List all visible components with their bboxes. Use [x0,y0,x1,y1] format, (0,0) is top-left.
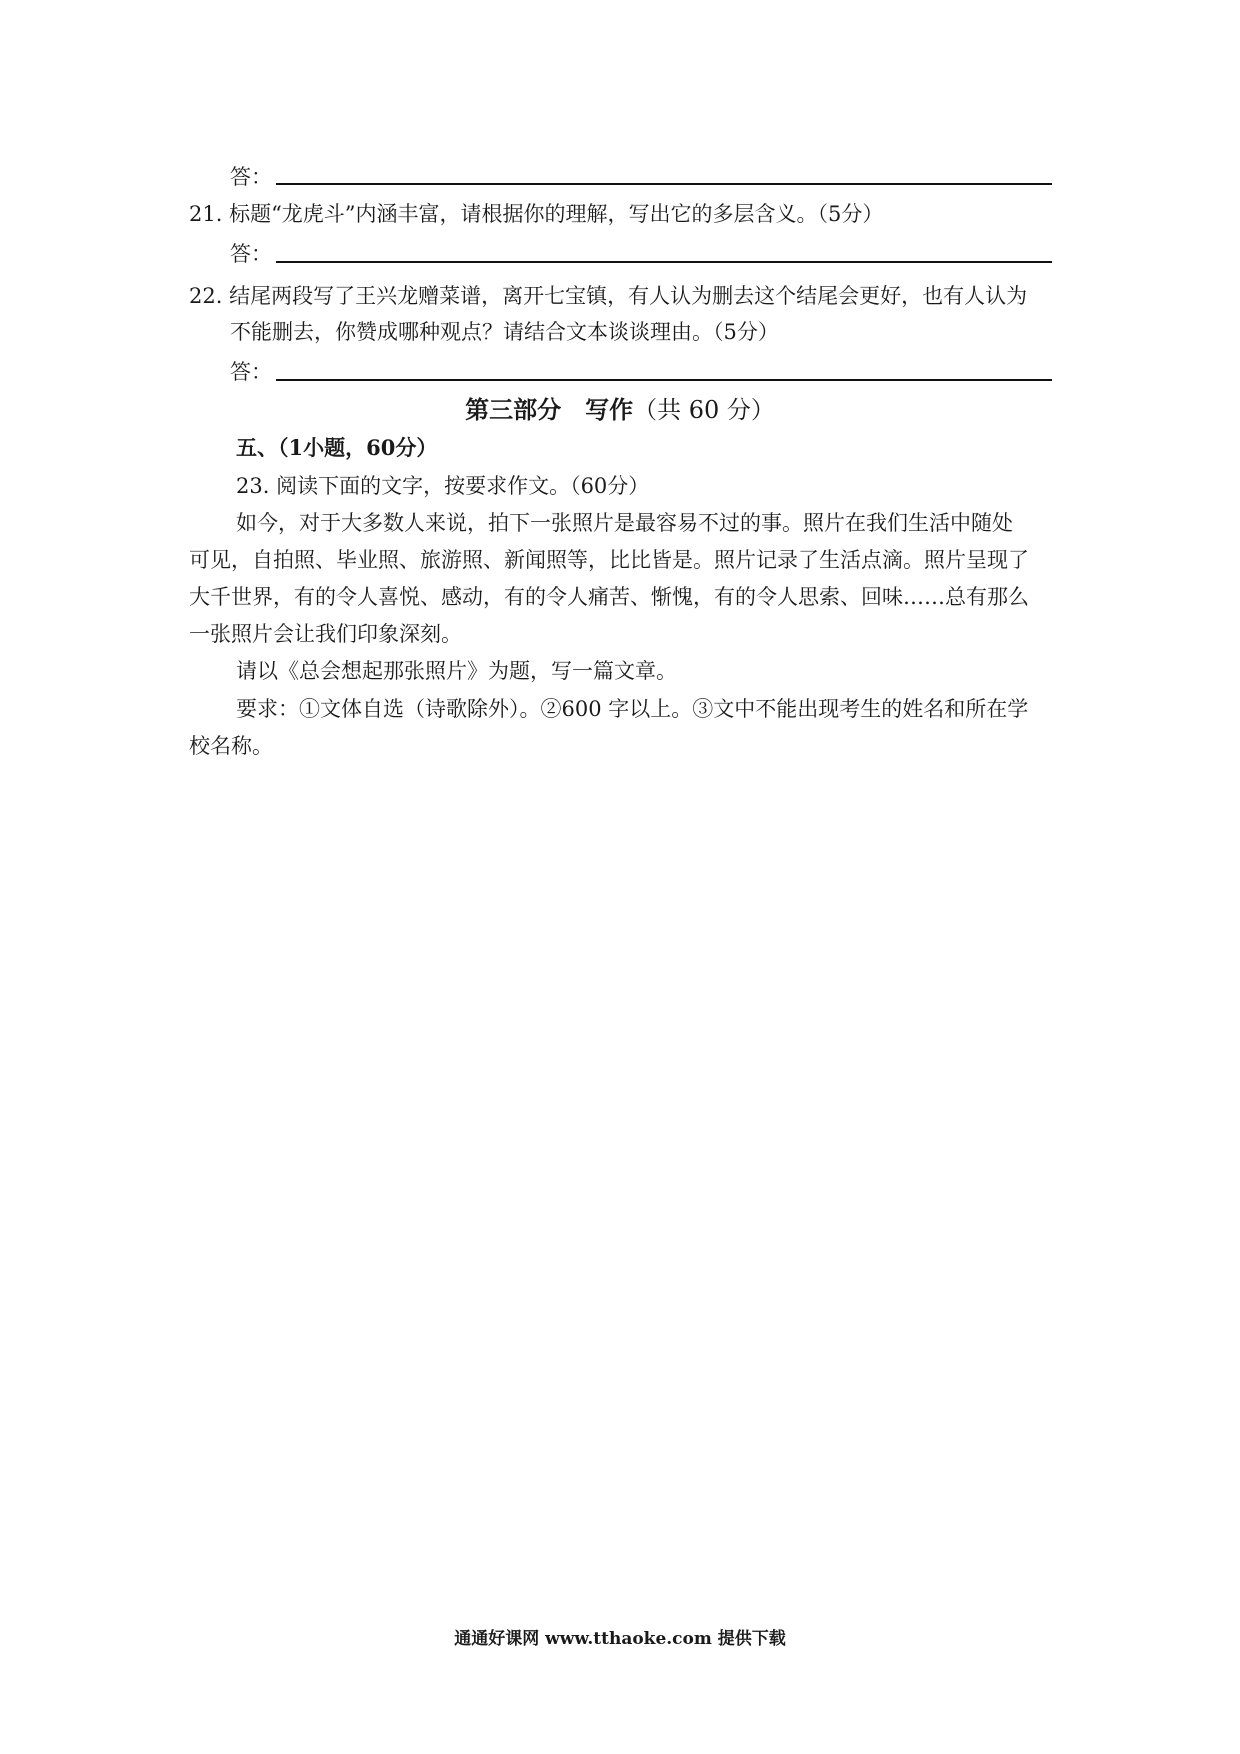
requirements-line1: 要求：①文体自选（诗歌除外）。②600 字以上。③文中不能出现考生的姓名和所在学 [236,697,1029,721]
answer-label: 答： [230,165,272,189]
prompt-paragraph-line: 可见，自拍照、毕业照、旅游照、新闻照等，比比皆是。照片记录了生活点滴。照片呈现了 [189,548,1029,572]
prompt-paragraph-line: 一张照片会让我们印象深刻。 [189,622,462,646]
prompt-paragraph-line: 如今，对于大多数人来说，拍下一张照片是最容易不过的事。照片在我们生活中随处 [236,511,1013,535]
part3-heading [0,395,1240,425]
answer-line[interactable] [276,379,1052,381]
requirements-line2: 校名称。 [189,734,273,758]
question-22-line1: 22. 结尾两段写了王兴龙赠菜谱，离开七宝镇，有人认为删去这个结尾会更好，也有人认为 [189,284,1028,308]
part3-title: 第三部分 写作 [465,395,634,424]
question-21: 21. 标题“龙虎斗”内涵丰富，请根据你的理解，写出它的多层含义。（5分） [189,202,884,226]
section5-label: 五、（1小题，60分） [236,435,438,460]
question-22-line2: 不能删去，你赞成哪种观点？请结合文本谈谈理由。（5分） [230,320,779,344]
part3-score: （共 60 分） [633,396,775,424]
essay-title-instruction: 请以《总会想起那张照片》为题，写一篇文章。 [236,659,677,683]
footer-watermark: 通通好课网 www.tthaoke.com 提供下载 [454,1629,786,1649]
answer-label: 答： [230,360,272,384]
answer-line[interactable] [276,261,1052,263]
prompt-paragraph-line: 大千世界，有的令人喜悦、感动，有的令人痛苦、惭愧，有的令人思索、回味……总有那么 [189,585,1029,609]
answer-line[interactable] [276,183,1052,185]
question-23-intro: 23. 阅读下面的文字，按要求作文。（60分） [236,474,650,498]
answer-label: 答： [230,242,272,266]
